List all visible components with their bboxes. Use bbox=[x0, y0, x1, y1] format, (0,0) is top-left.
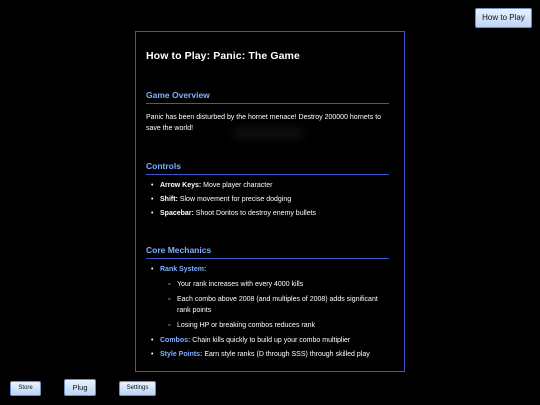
plug-button[interactable]: Plug bbox=[64, 379, 96, 396]
style-points-label: Style Points: bbox=[160, 351, 203, 358]
settings-button[interactable]: Settings bbox=[119, 381, 156, 396]
panel-glow bbox=[233, 127, 303, 139]
core-item-rank-system bbox=[160, 264, 389, 331]
core-heading: Core Mechanics bbox=[146, 245, 389, 259]
control-item-shift bbox=[160, 194, 389, 205]
guide-title: How to Play: Panic: The Game bbox=[146, 50, 300, 62]
store-button[interactable]: Store bbox=[10, 381, 41, 396]
overview-text: Panic has been disturbed by the hornet menace! Destroy 200000 hornets to save the world! bbox=[146, 114, 382, 132]
control-desc: Slow movement for precise dodging bbox=[177, 196, 292, 203]
control-key: Shift: bbox=[160, 196, 178, 203]
combos-label: Combos: bbox=[160, 337, 191, 344]
style-points-desc: Earn style ranks (D through SSS) through skilled play bbox=[202, 351, 370, 358]
core-item-combos bbox=[160, 335, 389, 346]
control-key: Spacebar: bbox=[160, 210, 194, 217]
overview-heading: Game Overview bbox=[146, 90, 389, 104]
controls-list bbox=[146, 180, 389, 219]
rank-sublist bbox=[160, 279, 389, 331]
rank-system-label: Rank System: bbox=[160, 266, 207, 273]
section-core-mechanics bbox=[146, 245, 389, 360]
control-item-arrow-keys bbox=[160, 180, 389, 191]
how-to-play-button[interactable]: How to Play bbox=[475, 8, 532, 28]
rank-item: ◦ Losing HP or breaking combos reduces rank bbox=[177, 320, 389, 331]
core-list bbox=[146, 264, 389, 360]
combos-desc: Chain kills quickly to build up your combo multiplier bbox=[190, 337, 351, 344]
control-key: Arrow Keys: bbox=[160, 182, 202, 189]
rank-item: ◦ Each combo above 2008 (and multiples of 2008) adds significant rank points bbox=[177, 294, 389, 316]
section-controls bbox=[146, 161, 389, 219]
how-to-play-panel[interactable] bbox=[135, 31, 405, 372]
control-desc: Shoot Doritos to destroy enemy bullets bbox=[193, 210, 317, 217]
rank-item: ◦ Your rank increases with every 4000 kills bbox=[177, 279, 389, 290]
controls-heading: Controls bbox=[146, 161, 389, 175]
control-desc: Move player character bbox=[201, 182, 273, 189]
core-item-style-points bbox=[160, 349, 389, 360]
control-item-spacebar bbox=[160, 208, 389, 219]
